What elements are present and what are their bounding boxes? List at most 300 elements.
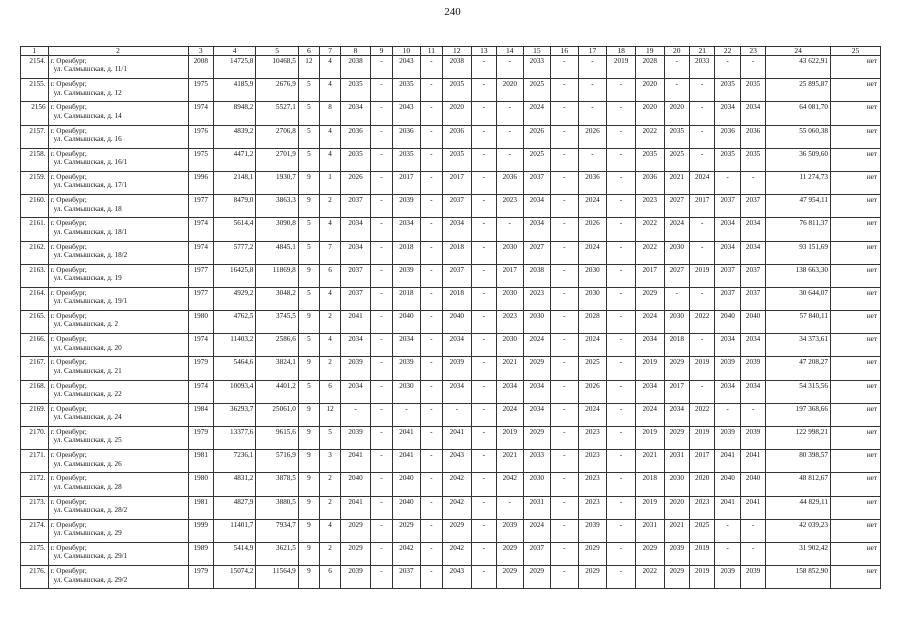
cell-no: 2175.	[21, 542, 49, 565]
cell-c6: 5	[298, 125, 319, 148]
cell-address	[48, 334, 188, 357]
cell-c14: 2023	[497, 195, 524, 218]
column-header-22: 22	[715, 47, 740, 56]
cell-c21: 2022	[689, 403, 714, 426]
cell-c22: 2034	[715, 102, 740, 125]
cell-address	[48, 287, 188, 310]
cell-c19: 2028	[635, 56, 664, 79]
cell-c7: 6	[319, 264, 340, 287]
cell-c17: 2026	[578, 218, 607, 241]
cell-c12: 2036	[442, 125, 471, 148]
cell-c9: -	[370, 171, 392, 194]
cell-address	[48, 311, 188, 334]
cell-c22: 2036	[715, 125, 740, 148]
cell-c14: 2029	[497, 542, 524, 565]
cell-c7: 4	[319, 79, 340, 102]
cell-c7: 4	[319, 56, 340, 79]
cell-c5: 3621,5	[256, 542, 298, 565]
table-row	[21, 357, 881, 380]
cell-c25: нет	[830, 403, 880, 426]
table-row	[21, 403, 881, 426]
cell-address	[48, 218, 188, 241]
address-street: ул. Салмышская, д. 26	[53, 459, 122, 468]
cell-c4: 13377,6	[213, 427, 255, 450]
cell-c15: 2027	[523, 241, 551, 264]
cell-c17: 2024	[578, 334, 607, 357]
column-header-2: 2	[48, 47, 188, 56]
cell-c21: -	[689, 287, 714, 310]
cell-c3: 1979	[188, 357, 213, 380]
cell-c23: 2034	[740, 241, 765, 264]
cell-c24: 138 663,30	[766, 264, 831, 287]
cell-c13: -	[471, 542, 496, 565]
cell-c3: 1976	[188, 125, 213, 148]
cell-c6: 9	[298, 542, 319, 565]
cell-c21: 2033	[689, 56, 714, 79]
cell-c6: 9	[298, 403, 319, 426]
cell-c5: 11564,9	[256, 566, 298, 589]
address-city: г. Оренбург,	[50, 288, 87, 297]
cell-c19: 2022	[635, 241, 664, 264]
table-row	[21, 56, 881, 79]
cell-c6: 12	[298, 56, 319, 79]
cell-c10: -	[393, 403, 421, 426]
cell-c5: 11869,8	[256, 264, 298, 287]
cell-c17: -	[578, 56, 607, 79]
cell-c19: 2022	[635, 566, 664, 589]
column-header-18: 18	[607, 47, 636, 56]
cell-c21: -	[689, 241, 714, 264]
cell-c16: -	[551, 566, 579, 589]
cell-c12: 2042	[442, 473, 471, 496]
table-row	[21, 287, 881, 310]
cell-c25: нет	[830, 357, 880, 380]
address-city: г. Оренбург,	[50, 497, 87, 506]
cell-c17: 2030	[578, 264, 607, 287]
cell-c24: 55 060,38	[766, 125, 831, 148]
cell-c22: 2034	[715, 241, 740, 264]
cell-c21: -	[689, 79, 714, 102]
cell-c16: -	[551, 79, 579, 102]
cell-c25: нет	[830, 542, 880, 565]
cell-c9: -	[370, 357, 392, 380]
cell-c5: 3090,8	[256, 218, 298, 241]
cell-c24: 30 644,07	[766, 287, 831, 310]
address-city: г. Оренбург,	[50, 149, 87, 158]
cell-c21: 2017	[689, 450, 714, 473]
cell-c6: 9	[298, 427, 319, 450]
cell-c3: 1989	[188, 542, 213, 565]
cell-c19: 2020	[635, 79, 664, 102]
cell-c8: 2035	[341, 148, 371, 171]
cell-c8: 2041	[341, 496, 371, 519]
cell-c6: 5	[298, 218, 319, 241]
column-header-10: 10	[393, 47, 421, 56]
cell-c21: -	[689, 102, 714, 125]
address-city: г. Оренбург,	[50, 520, 87, 529]
cell-c9: -	[370, 264, 392, 287]
address-street: ул. Салмышская, д. 19	[53, 274, 122, 283]
cell-c23: 2036	[740, 125, 765, 148]
cell-c4: 15074,2	[213, 566, 255, 589]
cell-c5: 25061,0	[256, 403, 298, 426]
cell-c7: 4	[319, 334, 340, 357]
cell-c11: -	[420, 566, 442, 589]
cell-c23: -	[740, 542, 765, 565]
cell-c18: -	[607, 473, 636, 496]
cell-c23: 2034	[740, 102, 765, 125]
column-header-19: 19	[635, 47, 664, 56]
cell-c3: 1979	[188, 566, 213, 589]
cell-c11: -	[420, 287, 442, 310]
cell-c23: 2037	[740, 195, 765, 218]
column-header-14: 14	[497, 47, 524, 56]
address-street: ул. Салмышская, д. 18/1	[53, 227, 128, 236]
cell-c4: 36293,7	[213, 403, 255, 426]
cell-c11: -	[420, 195, 442, 218]
table-row	[21, 218, 881, 241]
cell-c6: 5	[298, 102, 319, 125]
column-header-8: 8	[341, 47, 371, 56]
cell-address	[48, 380, 188, 403]
cell-c24: 64 081,70	[766, 102, 831, 125]
cell-c10: 2034	[393, 334, 421, 357]
cell-c10: 2036	[393, 125, 421, 148]
cell-c22: 2039	[715, 427, 740, 450]
cell-c22: 2037	[715, 287, 740, 310]
cell-no: 2167.	[21, 357, 49, 380]
cell-c19: 2024	[635, 403, 664, 426]
cell-c13: -	[471, 264, 496, 287]
cell-c21: 2019	[689, 357, 714, 380]
cell-c7: 2	[319, 195, 340, 218]
cell-c23: 2035	[740, 148, 765, 171]
cell-c4: 8948,2	[213, 102, 255, 125]
cell-c5: 2706,8	[256, 125, 298, 148]
cell-c20: 2029	[664, 357, 689, 380]
cell-c19: 2024	[635, 311, 664, 334]
cell-c3: 1977	[188, 287, 213, 310]
cell-c25: нет	[830, 473, 880, 496]
cell-c25: нет	[830, 79, 880, 102]
cell-c24: 47 954,11	[766, 195, 831, 218]
cell-c14: 2024	[497, 403, 524, 426]
cell-c17: 2024	[578, 195, 607, 218]
table-row	[21, 148, 881, 171]
cell-c16: -	[551, 311, 579, 334]
address-city: г. Оренбург,	[50, 196, 87, 205]
cell-c4: 4831,2	[213, 473, 255, 496]
address-city: г. Оренбург,	[50, 126, 87, 135]
cell-c4: 5464,6	[213, 357, 255, 380]
cell-c15: 2033	[523, 450, 551, 473]
cell-c15: 2025	[523, 79, 551, 102]
cell-c21: 2022	[689, 311, 714, 334]
cell-c5: 3745,5	[256, 311, 298, 334]
cell-c22: 2034	[715, 218, 740, 241]
cell-no: 2155.	[21, 79, 49, 102]
cell-c9: -	[370, 311, 392, 334]
cell-no: 2170.	[21, 427, 49, 450]
cell-c14: -	[497, 56, 524, 79]
cell-address	[48, 102, 188, 125]
cell-c11: -	[420, 311, 442, 334]
cell-c3: 1980	[188, 311, 213, 334]
cell-c19: 2021	[635, 450, 664, 473]
cell-c19: 2029	[635, 287, 664, 310]
cell-no: 2164.	[21, 287, 49, 310]
cell-c10: 2042	[393, 542, 421, 565]
address-city: г. Оренбург,	[50, 358, 87, 367]
cell-c25: нет	[830, 519, 880, 542]
cell-c19: 2017	[635, 264, 664, 287]
cell-c5: 2701,9	[256, 148, 298, 171]
cell-c9: -	[370, 450, 392, 473]
cell-c21: -	[689, 218, 714, 241]
table-row	[21, 241, 881, 264]
cell-c24: 11 274,73	[766, 171, 831, 194]
cell-c8: 2037	[341, 264, 371, 287]
cell-c11: -	[420, 79, 442, 102]
cell-c10: 2035	[393, 79, 421, 102]
cell-c24: 122 998,21	[766, 427, 831, 450]
cell-no: 2154.	[21, 56, 49, 79]
cell-c22: 2037	[715, 195, 740, 218]
cell-c7: 4	[319, 125, 340, 148]
address-city: г. Оренбург,	[50, 335, 87, 344]
cell-c11: -	[420, 357, 442, 380]
address-city: г. Оренбург,	[50, 80, 87, 89]
cell-c12: 2038	[442, 56, 471, 79]
cell-c21: 2019	[689, 566, 714, 589]
cell-c16: -	[551, 218, 579, 241]
address-street: ул. Салмышская, д. 12	[53, 88, 122, 97]
cell-c17: 2023	[578, 473, 607, 496]
cell-c17: 2028	[578, 311, 607, 334]
table-row	[21, 496, 881, 519]
address-street: ул. Салмышская, д. 29/1	[53, 552, 128, 561]
cell-c20: -	[664, 56, 689, 79]
address-street: ул. Салмышская, д. 19/1	[53, 297, 128, 306]
cell-c21: -	[689, 334, 714, 357]
cell-c6: 5	[298, 334, 319, 357]
cell-c20: 2039	[664, 542, 689, 565]
cell-c22: -	[715, 403, 740, 426]
column-header-23: 23	[740, 47, 765, 56]
cell-c21: 2019	[689, 542, 714, 565]
cell-c5: 5527,1	[256, 102, 298, 125]
cell-c7: 5	[319, 427, 340, 450]
cell-c5: 2676,9	[256, 79, 298, 102]
cell-c12: 2042	[442, 496, 471, 519]
cell-c24: 76 811,37	[766, 218, 831, 241]
cell-address	[48, 496, 188, 519]
cell-no: 2165.	[21, 311, 49, 334]
cell-c16: -	[551, 496, 579, 519]
cell-address	[48, 264, 188, 287]
cell-c18: -	[607, 218, 636, 241]
cell-no: 2174.	[21, 519, 49, 542]
cell-c23: 2041	[740, 496, 765, 519]
cell-c19: 2036	[635, 171, 664, 194]
cell-c16: -	[551, 450, 579, 473]
cell-c15: 2030	[523, 473, 551, 496]
cell-c23: 2035	[740, 79, 765, 102]
cell-no: 2158.	[21, 148, 49, 171]
cell-c18: -	[607, 102, 636, 125]
cell-c13: -	[471, 450, 496, 473]
cell-c21: 2017	[689, 195, 714, 218]
cell-c9: -	[370, 102, 392, 125]
cell-c6: 9	[298, 473, 319, 496]
cell-c19: 2022	[635, 218, 664, 241]
cell-c4: 2148,1	[213, 171, 255, 194]
cell-c10: 2039	[393, 264, 421, 287]
address-city: г. Оренбург,	[50, 219, 87, 228]
cell-c9: -	[370, 496, 392, 519]
cell-c25: нет	[830, 287, 880, 310]
cell-c14: 2042	[497, 473, 524, 496]
address-street: ул. Салмышская, д. 28/2	[53, 505, 128, 514]
address-city: г. Оренбург,	[50, 265, 87, 274]
address-city: г. Оренбург,	[50, 543, 87, 552]
cell-c10: 2041	[393, 427, 421, 450]
cell-c8: 2040	[341, 473, 371, 496]
cell-c25: нет	[830, 496, 880, 519]
cell-c14: 2030	[497, 334, 524, 357]
cell-c17: 2025	[578, 357, 607, 380]
address-street: ул. Салмышская, д. 20	[53, 343, 122, 352]
cell-c19: 2031	[635, 519, 664, 542]
cell-address	[48, 403, 188, 426]
column-header-5: 5	[256, 47, 298, 56]
address-city: г. Оренбург,	[50, 103, 87, 112]
cell-c16: -	[551, 542, 579, 565]
cell-c10: 2017	[393, 171, 421, 194]
cell-address	[48, 148, 188, 171]
cell-c5: 4401,2	[256, 380, 298, 403]
table-row	[21, 102, 881, 125]
cell-c18: -	[607, 427, 636, 450]
cell-c15: 2038	[523, 264, 551, 287]
cell-c8: 2026	[341, 171, 371, 194]
cell-c12: -	[442, 403, 471, 426]
cell-c25: нет	[830, 566, 880, 589]
cell-c5: 5716,9	[256, 450, 298, 473]
housing-register-table	[20, 46, 881, 589]
cell-c13: -	[471, 519, 496, 542]
cell-c15: 2029	[523, 427, 551, 450]
address-street: ул. Салмышская, д. 11/1	[53, 65, 127, 74]
cell-c4: 16425,8	[213, 264, 255, 287]
cell-c15: 2029	[523, 357, 551, 380]
cell-c17: 2039	[578, 519, 607, 542]
cell-c3: 1996	[188, 171, 213, 194]
cell-c16: -	[551, 427, 579, 450]
cell-c8: 2029	[341, 542, 371, 565]
cell-c8: 2038	[341, 56, 371, 79]
cell-c9: -	[370, 195, 392, 218]
cell-c4: 11403,2	[213, 334, 255, 357]
cell-c21: 2023	[689, 496, 714, 519]
cell-c25: нет	[830, 56, 880, 79]
cell-no: 2172.	[21, 473, 49, 496]
cell-c7: 2	[319, 542, 340, 565]
cell-c12: 2037	[442, 264, 471, 287]
cell-c14: 2019	[497, 427, 524, 450]
cell-c15: 2031	[523, 496, 551, 519]
address-street: ул. Салмышская, д. 16/1	[53, 158, 128, 167]
cell-c4: 4839,2	[213, 125, 255, 148]
cell-c6: 9	[298, 566, 319, 589]
cell-c22: 2034	[715, 334, 740, 357]
cell-c15: 2029	[523, 566, 551, 589]
column-header-20: 20	[664, 47, 689, 56]
cell-c7: 6	[319, 380, 340, 403]
cell-c25: нет	[830, 311, 880, 334]
cell-c9: -	[370, 79, 392, 102]
cell-c3: 1980	[188, 473, 213, 496]
table-row	[21, 171, 881, 194]
cell-c4: 5614,4	[213, 218, 255, 241]
cell-c18: 2019	[607, 56, 636, 79]
cell-c14: -	[497, 496, 524, 519]
cell-c8: 2034	[341, 218, 371, 241]
cell-c3: 1977	[188, 264, 213, 287]
cell-c11: -	[420, 334, 442, 357]
column-header-7: 7	[319, 47, 340, 56]
cell-c20: 2027	[664, 264, 689, 287]
cell-address	[48, 519, 188, 542]
cell-c22: 2040	[715, 311, 740, 334]
cell-c14: 2030	[497, 287, 524, 310]
cell-c15: 2025	[523, 148, 551, 171]
cell-c14: 2029	[497, 566, 524, 589]
cell-c8: 2034	[341, 102, 371, 125]
cell-c4: 11401,7	[213, 519, 255, 542]
cell-c15: 2033	[523, 56, 551, 79]
cell-c19: 2019	[635, 427, 664, 450]
cell-c13: -	[471, 171, 496, 194]
cell-c16: -	[551, 519, 579, 542]
cell-c13: -	[471, 79, 496, 102]
cell-c21: -	[689, 148, 714, 171]
cell-c12: 2039	[442, 357, 471, 380]
cell-c25: нет	[830, 427, 880, 450]
cell-c15: 2023	[523, 287, 551, 310]
cell-c20: 2031	[664, 450, 689, 473]
cell-c14: -	[497, 125, 524, 148]
cell-address	[48, 125, 188, 148]
cell-c15: 2030	[523, 311, 551, 334]
cell-c11: -	[420, 125, 442, 148]
cell-c13: -	[471, 357, 496, 380]
cell-c19: 2019	[635, 357, 664, 380]
cell-c5: 4845,1	[256, 241, 298, 264]
cell-c17: 2023	[578, 496, 607, 519]
table-row	[21, 380, 881, 403]
cell-c9: -	[370, 287, 392, 310]
cell-c8: 2029	[341, 519, 371, 542]
cell-c3: 1979	[188, 427, 213, 450]
cell-c24: 93 151,69	[766, 241, 831, 264]
cell-c18: -	[607, 148, 636, 171]
cell-c11: -	[420, 403, 442, 426]
column-header-17: 17	[578, 47, 607, 56]
cell-c14: -	[497, 148, 524, 171]
cell-c19: 2018	[635, 473, 664, 496]
cell-c5: 7934,7	[256, 519, 298, 542]
